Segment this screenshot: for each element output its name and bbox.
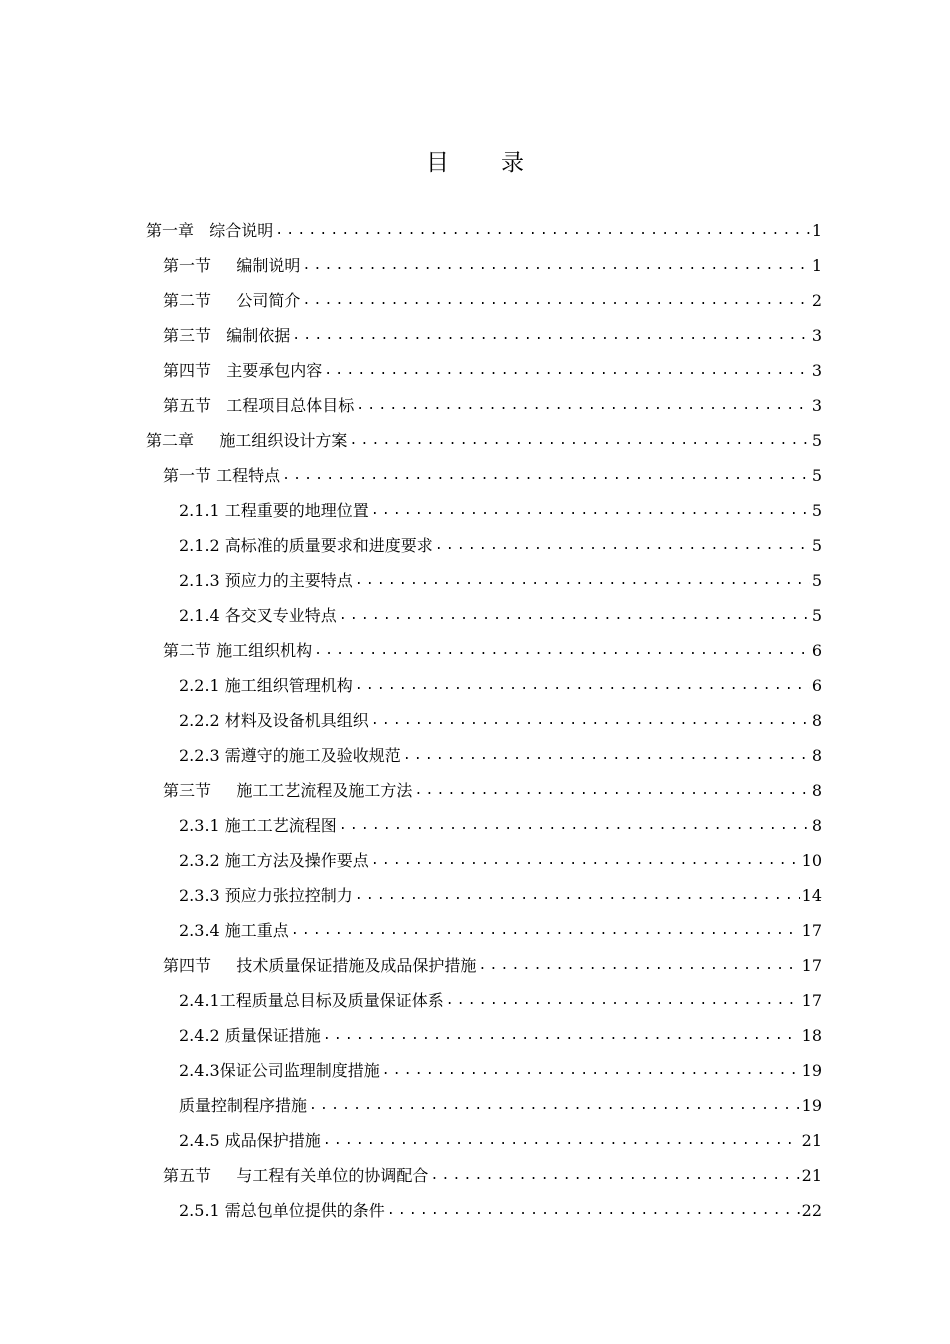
dot-leader: [282, 467, 810, 485]
toc-entry-subsection[interactable]: [179, 601, 822, 627]
toc-page-number: 8: [811, 711, 822, 730]
toc-page-number: 14: [801, 886, 822, 905]
toc-entry-subsection[interactable]: [179, 706, 822, 732]
dot-leader: [309, 1097, 800, 1115]
dot-leader: [339, 607, 810, 625]
dot-leader: [339, 817, 810, 835]
toc-entry-subsection[interactable]: [179, 1126, 822, 1152]
toc-entry-subsection[interactable]: [179, 531, 822, 557]
toc-entry-label: 2.1.4 各交叉专业特点: [179, 606, 337, 625]
toc-page-number: 5: [811, 431, 822, 450]
dot-leader: [478, 957, 799, 975]
toc-page-number: 3: [811, 396, 822, 415]
toc-entry-label: 第三节 编制依据: [163, 326, 291, 345]
toc-page-number: 19: [801, 1061, 822, 1080]
toc-page-number: 5: [811, 501, 822, 520]
toc-page-number: 2: [811, 291, 822, 310]
dot-leader: [355, 677, 810, 695]
toc-entry-label: 2.4.5 成品保护措施: [179, 1131, 321, 1150]
toc-entry-label: 第三节 施工工艺流程及施工方法: [163, 781, 413, 800]
toc-page-number: 5: [811, 466, 822, 485]
dot-leader: [430, 1167, 799, 1185]
dot-leader: [292, 327, 810, 345]
toc-entry-label: 第一章 综合说明: [146, 221, 274, 240]
title-char-2: 录: [501, 150, 524, 176]
toc-page-number: 19: [801, 1096, 822, 1115]
toc-page-number: 17: [801, 956, 822, 975]
dot-leader: [302, 257, 809, 275]
toc-page-number: 5: [811, 536, 822, 555]
dot-leader: [435, 537, 810, 555]
toc-entry-subsection[interactable]: [179, 811, 822, 837]
dot-leader: [371, 502, 810, 520]
toc-entry-section[interactable]: [163, 356, 822, 382]
toc-entry-subsection[interactable]: [179, 566, 822, 592]
toc-entry-subsection[interactable]: [179, 881, 822, 907]
title-char-1: 目: [426, 150, 449, 176]
dot-leader: [323, 1027, 800, 1045]
toc-page-number: 8: [811, 746, 822, 765]
toc-entry-label: 第四节 技术质量保证措施及成品保护措施: [163, 956, 477, 975]
dot-leader: [371, 712, 810, 730]
toc-entry-label: 2.3.3 预应力张拉控制力: [179, 886, 353, 905]
toc-entry-label: 第五节 与工程有关单位的协调配合: [163, 1166, 429, 1185]
toc-entry-label: 2.2.1 施工组织管理机构: [179, 676, 353, 695]
dot-leader: [356, 397, 810, 415]
dot-leader: [314, 642, 810, 660]
toc-entry-section[interactable]: [163, 461, 822, 487]
toc-page-number: 5: [811, 571, 822, 590]
toc-entry-label: 2.3.2 施工方法及操作要点: [179, 851, 369, 870]
toc-entry-label: 2.1.1 工程重要的地理位置: [179, 501, 369, 520]
dot-leader: [302, 292, 809, 310]
toc-entry-section[interactable]: [163, 251, 822, 277]
toc-page-number: 1: [811, 256, 822, 275]
toc-entry-label: 2.4.3保证公司监理制度措施: [179, 1061, 380, 1080]
toc-entry-section[interactable]: [163, 636, 822, 662]
dot-leader: [349, 432, 809, 450]
toc-entry-subsection[interactable]: [179, 671, 822, 697]
toc-entry-label: 第四节 主要承包内容: [163, 361, 323, 380]
toc-entry-subsection[interactable]: [179, 1056, 822, 1082]
toc-page-number: 1: [811, 221, 822, 240]
toc-entry-chapter-2[interactable]: [146, 426, 822, 452]
toc-entry-section[interactable]: [163, 286, 822, 312]
toc-page-number: 21: [801, 1166, 822, 1185]
dot-leader: [403, 747, 810, 765]
toc-page-number: 17: [801, 991, 822, 1010]
toc-page-number: 3: [811, 361, 822, 380]
toc-entry-subsection[interactable]: [179, 846, 822, 872]
toc-entry-label: 第二节 施工组织机构: [163, 641, 313, 660]
toc-entry-section[interactable]: [163, 776, 822, 802]
toc-entry-label: 第二节 公司简介: [163, 291, 301, 310]
toc-entry-subsection[interactable]: [179, 496, 822, 522]
toc-page-number: 17: [801, 921, 822, 940]
dot-leader: [414, 782, 809, 800]
toc-page-number: 6: [811, 641, 822, 660]
toc-entry-label: 2.3.4 施工重点: [179, 921, 289, 940]
toc-entry-subsection[interactable]: [179, 1091, 822, 1117]
toc-entry-label: 第五节 工程项目总体目标: [163, 396, 355, 415]
toc-entry-label: 2.3.1 施工工艺流程图: [179, 816, 337, 835]
toc-page-number: 8: [811, 816, 822, 835]
dot-leader: [275, 222, 810, 240]
toc-entry-label: 2.4.1工程质量总目标及质量保证体系: [179, 991, 444, 1010]
toc-entry-label: 第一节 编制说明: [163, 256, 301, 275]
toc-entry-subsection[interactable]: [179, 741, 822, 767]
toc-entry-label: 质量控制程序措施: [179, 1096, 308, 1115]
dot-leader: [371, 852, 800, 870]
page-title: [0, 146, 950, 180]
toc-page-number: 5: [811, 606, 822, 625]
toc-page-number: 21: [801, 1131, 822, 1150]
toc-entry-label: 2.5.1 需总包单位提供的条件: [179, 1201, 385, 1220]
dot-leader: [355, 572, 810, 590]
toc-entry-subsection[interactable]: [179, 986, 822, 1012]
dot-leader: [323, 1132, 800, 1150]
dot-leader: [382, 1062, 800, 1080]
toc-entry-label: 2.1.3 预应力的主要特点: [179, 571, 353, 590]
dot-leader: [387, 1202, 800, 1220]
toc-entry-label: 2.4.2 质量保证措施: [179, 1026, 321, 1045]
toc-page-number: 6: [811, 676, 822, 695]
toc-entry-label: 第二章 施工组织设计方案: [146, 431, 348, 450]
toc-page-number: 18: [801, 1026, 822, 1045]
toc-entry-label: 2.2.3 需遵守的施工及验收规范: [179, 746, 401, 765]
toc-entry-chapter-1[interactable]: [146, 216, 822, 242]
toc-page-number: 3: [811, 326, 822, 345]
toc-page-number: 10: [801, 851, 822, 870]
toc-page-number: 22: [801, 1201, 822, 1220]
toc-entry-subsection[interactable]: [179, 1021, 822, 1047]
toc-entry-section[interactable]: [163, 321, 822, 347]
dot-leader: [355, 887, 800, 905]
toc-entry-subsection[interactable]: [179, 916, 822, 942]
dot-leader: [291, 922, 800, 940]
dot-leader: [324, 362, 810, 380]
toc-entry-section[interactable]: [163, 951, 822, 977]
dot-leader: [446, 992, 800, 1010]
toc-entry-section[interactable]: [163, 1161, 822, 1187]
toc-entry-label: 2.2.2 材料及设备机具组织: [179, 711, 369, 730]
toc-entry-label: 第一节 工程特点: [163, 466, 281, 485]
toc-entry-section[interactable]: [163, 391, 822, 417]
toc-page-number: 8: [811, 781, 822, 800]
toc-entry-label: 2.1.2 高标准的质量要求和进度要求: [179, 536, 433, 555]
toc-entry-subsection[interactable]: [179, 1196, 822, 1222]
